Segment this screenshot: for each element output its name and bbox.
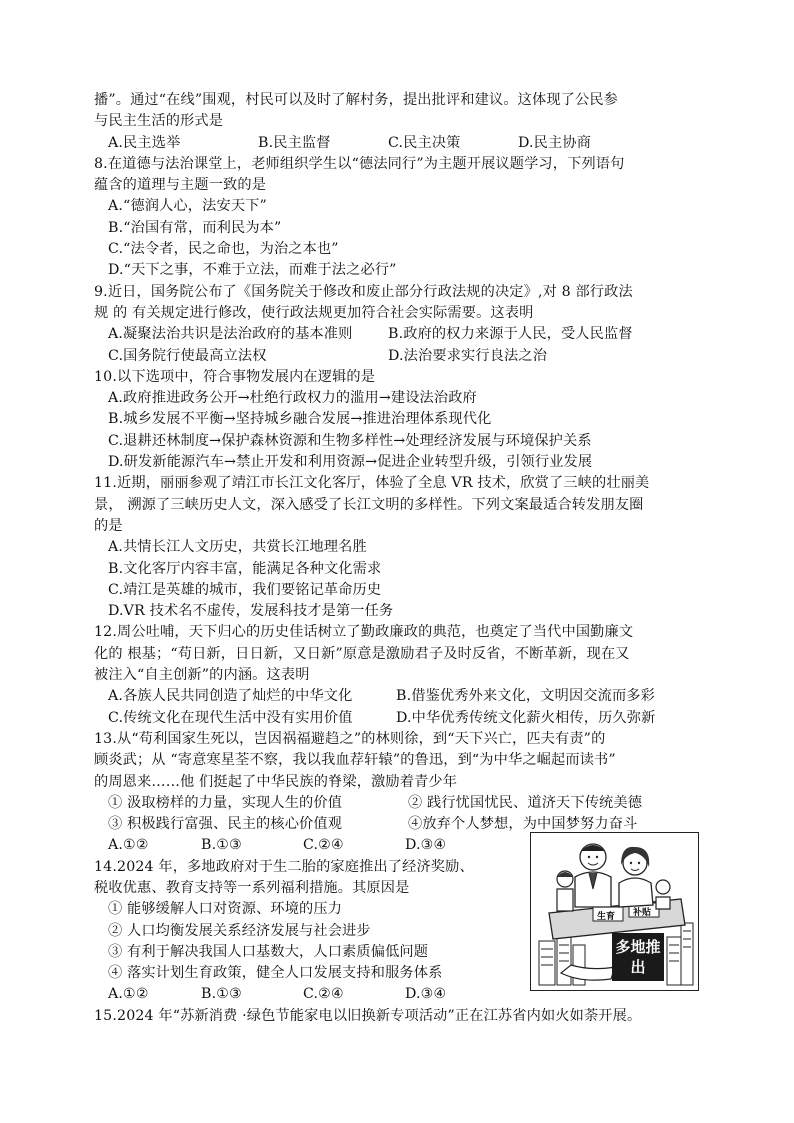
q14-line-1: 14.2024 年，多地政府对于生二胎的家庭推出了经济奖励、 (94, 858, 474, 875)
q14-item-1: ① 能够缓解人口对资源、环境的压力 (108, 901, 343, 918)
q7-options (94, 133, 706, 154)
q9-option-d: D.法治要求实行良法之治 (388, 347, 548, 364)
q13-item-1: ① 汲取榜样的力量，实现人生的价值 (108, 794, 343, 811)
q14-item-4: ④ 落实计划生育政策，健全人口发展支持和服务体系 (108, 965, 443, 982)
q13-line-3: 的周恩来……他 们挺起了中华民族的脊梁，激励着青少年 (94, 773, 458, 790)
q8-line-1: 8.在道德与法治课堂上，老师组织学生以“德法同行”为主题开展议题学习，下列语句 (94, 155, 625, 172)
q11-option-c: C.靖江是英雄的城市，我们要铭记革命历史 (108, 581, 382, 598)
q10-option-a: A.政府推进政务公开→杜绝行政权力的滥用→建设法治政府 (108, 390, 477, 407)
q10-line-1: 10.以下选项中，符合事物发展内在逻辑的是 (94, 368, 376, 385)
q12-line-1: 12.周公吐哺，天下归心的历史佳话树立了勤政廉政的典范，也奠定了当代中国勤廉文 (94, 624, 634, 641)
q7-option-a: A.民主选举 (108, 134, 181, 151)
q7-option-b: B.民主监督 (258, 134, 331, 151)
q13-item-4: ④放弃个人梦想，为中国梦努力奋斗 (408, 816, 638, 833)
q7-option-c: C.民主决策 (388, 134, 461, 151)
q9-option-c: C.国务院行使最高立法权 (108, 347, 267, 364)
q13-item-2: ② 践行忧国忧民、道济天下传统美德 (408, 794, 643, 811)
q8-option-a: A.“德润人心，法安天下” (108, 198, 267, 215)
q9-line-2: 规 的 有关规定进行修改，使行政法规更加符合社会实际需要。这表明 (94, 304, 534, 321)
q9-options-row-1 (94, 324, 706, 345)
q8-line-2: 蕴含的道理与主题一致的是 (94, 177, 267, 194)
q14-options (94, 984, 506, 1005)
q14-item-2: ② 人口均衡发展关系经济发展与社会进步 (108, 922, 371, 939)
q14-text-block (94, 857, 506, 1006)
q13-line-2: 顾炎武；从 “寄意寒星荃不察，我以我血荐轩辕”的鲁迅，到“为中华之崛起而读书” (94, 752, 616, 769)
q15-line-1: 15.2024 年“苏新消费 ·绿色节能家电以旧换新专项活动”正在江苏省内如火如荼开展。 (94, 1007, 642, 1024)
q9-option-b: B.政府的权力来源于人民，受人民监督 (388, 326, 633, 343)
q13-option-c: C.②④ (303, 837, 344, 854)
q14-option-b: B.①③ (201, 986, 242, 1003)
q11-option-d: D.VR 技术名不虚传，发展科技才是第一任务 (108, 603, 394, 620)
q14-option-d: D.③④ (405, 986, 447, 1003)
q11-option-a: A.共情长江人文历史，共赏长江地理名胜 (108, 539, 367, 556)
q12-option-d: D.中华优秀传统文化薪火相传，历久弥新 (396, 709, 656, 726)
q9-option-a: A.凝聚法治共识是法治政府的基本准则 (108, 326, 353, 343)
q12-option-b: B.借鉴优秀外来文化，文明因交流而多彩 (396, 688, 655, 705)
q10-option-d: D.研发新能源汽车→禁止开发和利用资源→促进企业转型升级，引领行业发展 (108, 454, 593, 471)
q9-line-1: 9.近日，国务院公布了《国务院关于修改和废止部分行政法规的决定》,对 8 部行政法 (94, 283, 633, 300)
q11-option-b: B.文化客厅内容丰富，能满足各种文化需求 (108, 560, 382, 577)
q12-line-3: 被注入“自主创新”的内涵。这表明 (94, 667, 310, 684)
q11-line-1: 11.近期，丽丽参观了靖江市长江文化客厅，体验了全息 VR 技术，欣赏了三峡的壮丽美 (94, 475, 650, 492)
q13-line-1: 13.从“苟利国家生死以，岂因祸福避趋之”的林则徐，到“天下兴亡，匹夫有责”的 (94, 730, 606, 747)
q12-options-row-2 (94, 708, 706, 729)
q12-option-a: A.各族人民共同创造了灿烂的中华文化 (108, 688, 353, 705)
q14-option-a: A.①② (108, 986, 149, 1003)
q13-option-b: B.①③ (201, 837, 242, 854)
q14-option-c: C.②④ (303, 986, 344, 1003)
q12-line-2: 化的 根基；“苟日新，日日新，又日新”原意是激励君子及时反省，不断革新，现在又 (94, 645, 630, 662)
q13-option-a: A.①② (108, 837, 149, 854)
q8-option-d: D.“天下之事，不难于立法，而难于法之必行” (108, 262, 397, 279)
q14-cartoon (530, 832, 699, 991)
q11-line-3: 的是 (94, 517, 123, 534)
q12-options-row-1 (94, 686, 706, 707)
q12-option-c: C.传统文化在现代生活中没有实用价值 (108, 709, 353, 726)
q13-item-3: ③ 积极践行富强、民主的核心价值观 (108, 816, 343, 833)
q10-option-b: B.城乡发展不平衡→坚持城乡融合发展→推进治理体系现代化 (108, 411, 492, 428)
q11-line-2: 景， 溯源了三峡历史人文，深入感受了长江文明的多样性。下列文案最适合转发朋友圈 (94, 496, 644, 513)
q7-line-2: 与民主生活的形式是 (94, 113, 224, 130)
q14-item-3: ③ 有利于解决我国人口基数大，人口素质偏低问题 (108, 943, 429, 960)
q13-items-row-1 (94, 793, 706, 814)
q14-line-2: 税收优惠、教育支持等一系列福利措施。其原因是 (94, 879, 410, 896)
q9-options-row-2 (94, 346, 706, 367)
q8-option-c: C.“法令者，民之命也，为治之本也” (108, 241, 339, 258)
q10-option-c: C.退耕还林制度→保护森林资源和生物多样性→处理经济发展与环境保护关系 (108, 432, 592, 449)
board-label-right: 补贴 (633, 908, 652, 918)
q13-option-d: D.③④ (405, 837, 447, 854)
board-label-left: 生育 (597, 912, 616, 922)
q7-line-1: 播”。通过“在线”围观，村民可以及时了解村务，提出批评和建议。这体现了公民参 (94, 92, 619, 108)
q7-option-d: D.民主协商 (518, 134, 592, 151)
q8-option-b: B.“治国有常，而利民为本” (108, 219, 282, 236)
cartoon-caption-badge: 多地推出 (612, 933, 664, 981)
